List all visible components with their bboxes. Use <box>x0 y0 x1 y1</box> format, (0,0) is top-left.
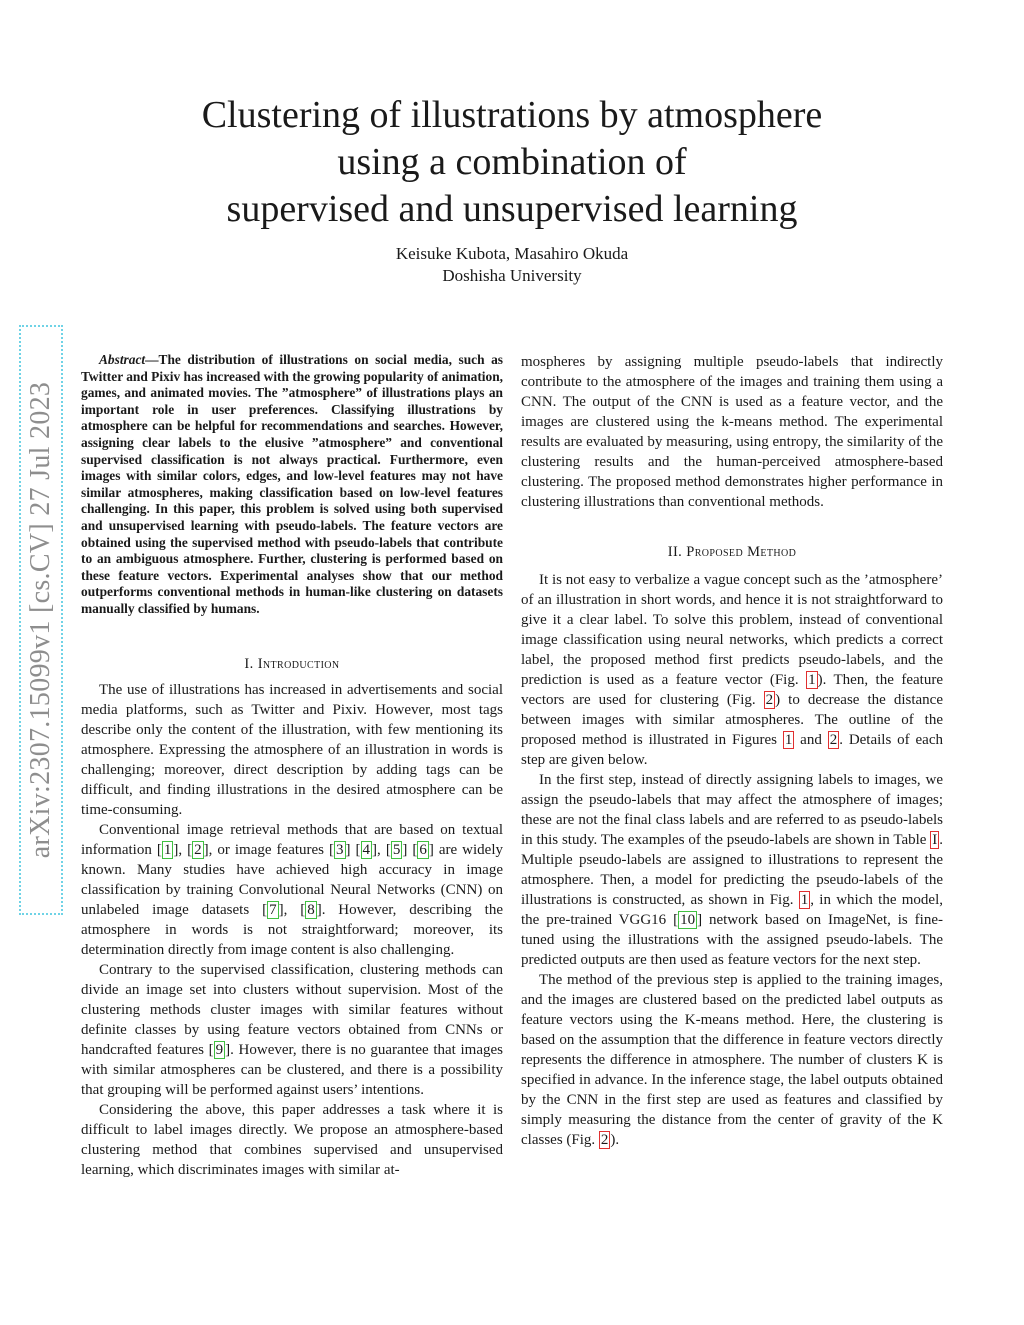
citation-link[interactable]: 9 <box>215 1041 224 1058</box>
title-line: Clustering of illustrations by atmosphere <box>201 94 823 136</box>
paragraph: In the first step, instead of directly assigning labels to images, we assign the pseudo-labels that may affect the atmosphere of images; these are not the final class labels and are referred to as pseudo-labels in this study. The examples of the pseudo-labels are shown in Table I . Multiple pseudo-labels are assigned to illustrations to represent the atmosphere. Then, a model for predicting the pseudo-labels of the illustrations is constructed, as shown in Fig. 1 , in which the model, the pre-trained VGG16 [ 10 ] network based on ImageNet, is fine-tuned using the illustrations with the assigned pseudo-labels. The predicted outputs are then used as feature vectors for the next step. <box>521 772 943 968</box>
section-heading-introduction: I. Introduction <box>244 655 340 672</box>
citation-link[interactable]: 3 <box>336 841 344 858</box>
citation-link[interactable]: 10 <box>680 912 696 928</box>
citation-link[interactable]: 6 <box>419 841 427 858</box>
figure-link[interactable]: 2 <box>765 692 774 708</box>
figure-link[interactable]: 1 <box>808 672 816 688</box>
paragraph: Conventional image retrieval methods that are based on textual information [ 1 ], [ 2 ], or image features [ 3 ] [ 4 ], [ 5 ] [ 6 ] are widely known. Many studies have achieved high accuracy in image classification by training Convolutional Neural Networks (CNN) on unlabeled image datasets [ 7 ], [ 8 ]. However, describing the atmosphere in words is not straightforward; moreover, its determination directly from image content is also challenging. <box>81 821 503 958</box>
arxiv-identifier: arXiv:2307.15099v1 [cs.CV] 27 Jul 2023 <box>25 381 56 859</box>
paragraph: Considering the above, this paper addresses a task where it is difficult to label images directly. We propose an atmosphere-based clustering method that combines supervised and unsupervised learning, which discriminates images with similar at- <box>81 1101 503 1178</box>
paragraph: mospheres by assigning multiple pseudo-labels that indirectly contribute to the atmosphere of the images and training them using a CNN. The output of the CNN is used as a feature vector, and the images are clustered using the k-means method. The experimental results are evaluated by measuring, using entropy, the similarity of the clustering results and the human-perceived atmosphere-based clustering. The proposed method demonstrates higher performance in clustering illustrations than conventional methods. <box>521 354 943 510</box>
abstract-text: —The distribution of illustrations on social media, such as Twitter and Pixiv has increased with the growing popularity of animation, games, and animated movies. The ”atmosphere” of illustrations plays an important role in user preferences. Classifying illustrations by atmosphere can be helpful for recommendations and searches. However, assigning clear labels to the elusive ”atmosphere” and conventional supervised classification is not always practical. Furthermore, even images with similar colors, edges, and low-level features may not have similar atmospheres, making classification based on low-level features challenging. In this paper, this problem is solved using both supervised and unsupervised learning with pseudo-labels. The feature vectors are obtained using the supervised method with pseudo-labels that contribute to an ambiguous atmosphere. Further, clustering is performed based on these feature vectors. Experimental analyses show that our method outperforms conventional methods in human-like clustering on datasets manually classified by humans. <box>81 352 503 616</box>
figure-link[interactable]: 1 <box>800 892 809 908</box>
paragraph: The use of illustrations has increased in advertisements and social media platforms, such as Twitter and Pixiv. However, most tags describe only the content of the illustration, with few mentioning its atmosphere. Expressing the atmosphere of an illustration in words is challenging; moreover, direct description by adding tags can be difficult, and finding illustrations in the desired atmosphere can be time-consuming. <box>81 681 503 818</box>
figure-link[interactable]: 2 <box>829 732 838 748</box>
figure-link[interactable]: 1 <box>784 732 793 748</box>
citation-link[interactable]: 7 <box>269 901 277 918</box>
title-line: supervised and unsupervised learning <box>226 188 798 230</box>
abstract-label: Abstract <box>99 352 146 367</box>
title-line: using a combination of <box>337 141 687 183</box>
paragraph: It is not easy to verbalize a vague concept such as the ’atmosphere’ of an illustration in short words, and hence it is not straightforward to give it a clear label. To solve this problem, instead of conventional image classification using neural networks, which predicts a correct label, the proposed method first predicts pseudo-labels, and the prediction is used as a feature vector (Fig. 1 ). Then, the feature vectors are used for clustering (Fig. 2 ) to decrease the distance between images with similar atmospheres. The outline of the proposed method is illustrated in Figures 1 and 2 . Details of each step are given below. <box>521 572 943 768</box>
table-link[interactable]: I <box>932 832 938 848</box>
affiliation: Doshisha University <box>442 266 582 285</box>
citation-link[interactable]: 5 <box>392 841 401 858</box>
author-block <box>140 243 884 287</box>
paragraph: The method of the previous step is applied to the training images, and the images are clustered based on the predicted label outputs as feature vectors using the K-means method. Here, the clustering is based on the assumption that the difference in feature vectors directly represents the difference in atmosphere. The number of clusters K is specified in advance. In the inference stage, the label outputs obtained by the CNN in the first step are used as features and classified by simply measuring the distance from the center of gravity of the K classes (Fig. 2 ). <box>521 972 943 1148</box>
paper-title <box>140 92 884 233</box>
author-names: Keisuke Kubota, Masahiro Okuda <box>395 244 629 263</box>
citation-link[interactable]: 1 <box>163 841 172 858</box>
citation-link[interactable]: 4 <box>362 841 371 858</box>
paragraph: Contrary to the supervised classification, clustering methods can divide an image set into clusters without supervision. Most of the clustering methods cluster images with similar features without definite classes by using feature vectors obtained from CNNs or handcrafted features [ 9 ]. However, there is no guarantee that images with similar atmospheres can be clustered, and there is a possibility that grouping will be performed against users’ intentions. <box>81 961 503 1098</box>
section-heading-proposed-method: II. Proposed Method <box>667 544 797 560</box>
right-column <box>521 352 943 1150</box>
left-column <box>81 352 503 1180</box>
figure-link[interactable]: 2 <box>600 1132 609 1148</box>
citation-link[interactable]: 8 <box>307 901 315 918</box>
arxiv-identifier-stamp <box>19 325 63 915</box>
citation-link[interactable]: 2 <box>194 841 202 858</box>
abstract <box>81 352 503 618</box>
